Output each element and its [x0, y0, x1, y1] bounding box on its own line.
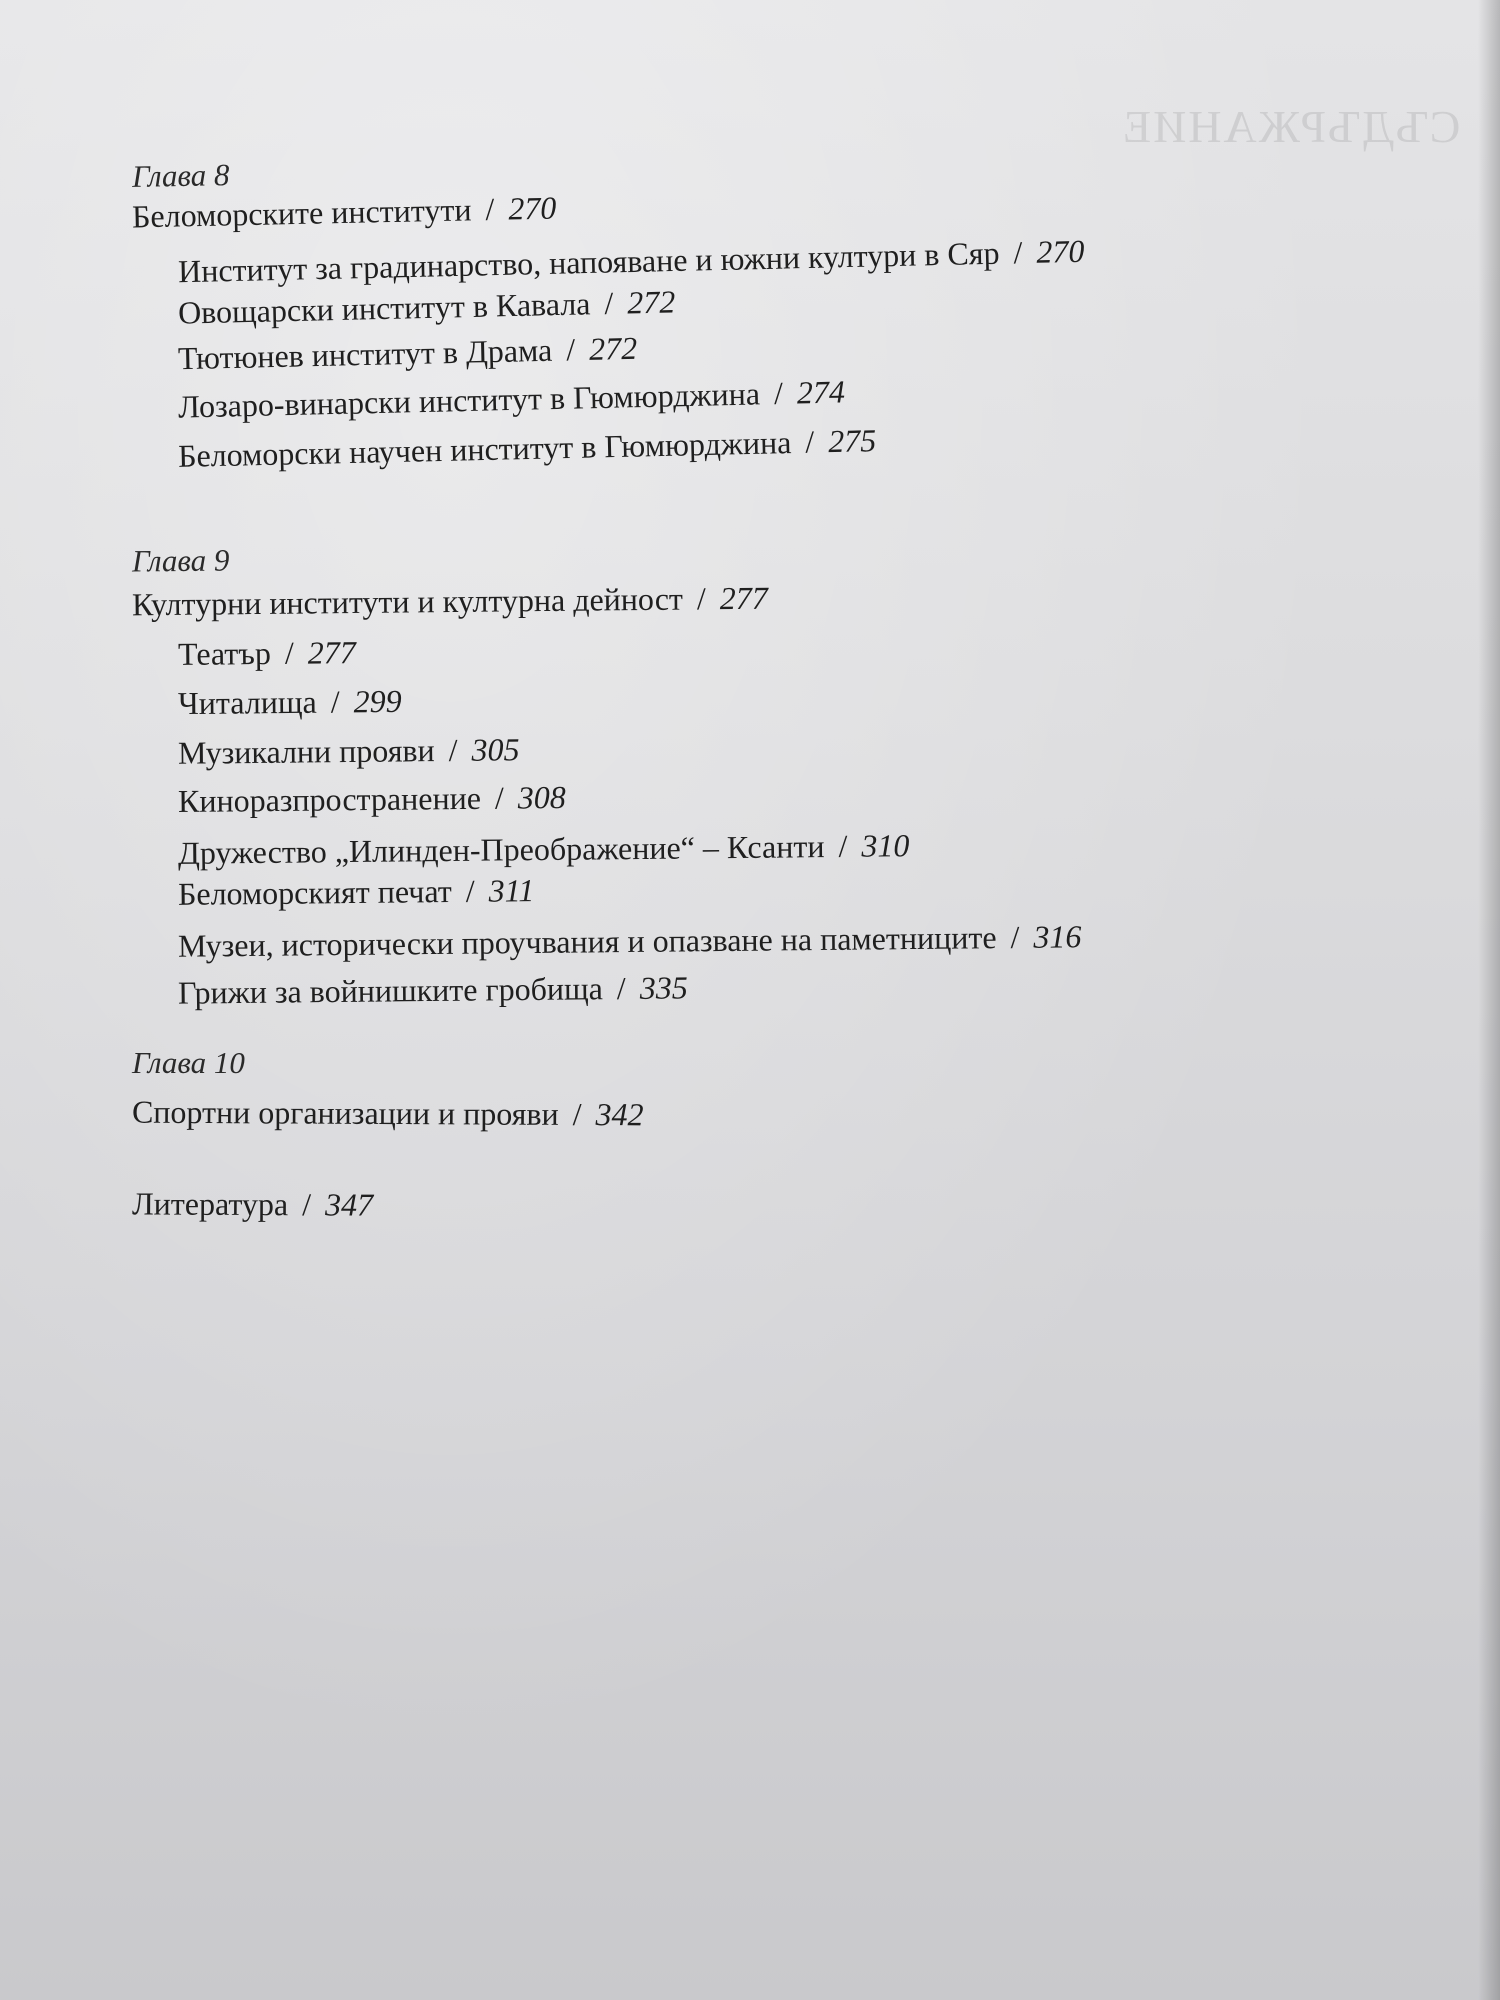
- page-edge-shadow: [1478, 0, 1500, 2000]
- toc-entry: [178, 829, 910, 869]
- toc-entry: [177, 778, 566, 820]
- toc-separator: /: [330, 683, 340, 720]
- toc-page-number: 275: [827, 422, 877, 460]
- toc-separator: /: [603, 284, 614, 321]
- toc-entry: [177, 682, 402, 722]
- toc-separator: /: [465, 872, 475, 909]
- toc-page-number: 299: [353, 682, 402, 720]
- toc-page-number: 272: [588, 329, 638, 367]
- toc-separator: /: [572, 1095, 582, 1133]
- toc-entry: [177, 969, 688, 1011]
- toc-page-number: 270: [1035, 232, 1085, 270]
- toc-entry-title: Тютюнев институт в Драма: [177, 331, 553, 377]
- toc-separator: /: [284, 634, 294, 671]
- toc-page-number: 342: [595, 1096, 644, 1133]
- toc-entry: [131, 1093, 644, 1133]
- toc-separator: /: [1013, 234, 1023, 271]
- toc-page-number: 270: [507, 189, 557, 227]
- bleed-through-title: СЪДЪРЖАНИЕ: [1120, 101, 1460, 152]
- toc-separator: /: [838, 827, 848, 864]
- toc-page-number: 277: [307, 634, 356, 671]
- toc-entry-title: Музеи, исторически проучвания и опазване на паметниците: [177, 919, 997, 964]
- toc-separator: /: [494, 779, 504, 816]
- toc-entry-title: Музикални прояви: [177, 732, 435, 771]
- toc-entry: [177, 232, 1085, 290]
- toc-entry: [177, 283, 676, 331]
- toc-entry-title: Институт за градинарство, напояване и южни култури в Сяр: [177, 234, 1000, 290]
- chapter-8-label: Глава 8: [131, 157, 230, 194]
- toc-separator: /: [565, 331, 576, 368]
- toc-separator: /: [302, 1186, 312, 1223]
- toc-entry-title: Беломорските институти: [131, 191, 472, 235]
- toc-page-number: 305: [471, 731, 520, 768]
- toc-page-number: 347: [324, 1186, 374, 1223]
- toc-entry-title: Беломорски научен институт в Гюмюрджина: [177, 424, 792, 474]
- toc-entry: [177, 329, 638, 377]
- toc-entry: [178, 424, 877, 472]
- toc-entry-literature: [131, 1185, 374, 1223]
- toc-entry-title: Киноразпространение: [177, 779, 482, 820]
- toc-page-number: 272: [626, 283, 676, 321]
- toc-entry-title: Беломорският печат: [177, 872, 452, 912]
- toc-entry-title: Дружество „Илинден-Преображение“ – Ксанти: [177, 828, 825, 871]
- toc-entry-title: Културни институти и културна дейност: [131, 580, 684, 623]
- toc-entry: [131, 579, 768, 623]
- toc-separator: /: [696, 580, 707, 617]
- toc-separator: /: [804, 423, 815, 460]
- toc-separator: /: [773, 374, 784, 412]
- chapter-9-label: Глава 9: [131, 542, 230, 579]
- toc-entry: [178, 636, 356, 670]
- toc-page-number: 335: [639, 969, 688, 1006]
- toc-page-number: 274: [796, 373, 846, 411]
- toc-page-number: 310: [861, 827, 910, 864]
- toc-entry-title: Театър: [177, 634, 272, 672]
- toc-separator: /: [448, 731, 458, 768]
- toc-page-number: 316: [1033, 918, 1082, 955]
- toc-separator: /: [1010, 918, 1020, 956]
- toc-separator: /: [485, 190, 495, 228]
- toc-entry: [178, 874, 535, 910]
- toc-entry: [178, 733, 520, 769]
- toc-entry-title: Грижи за войнишките гробища: [177, 970, 604, 1011]
- toc-entry-title: Овощарски институт в Кавала: [177, 285, 591, 331]
- toc-page-number: 308: [517, 778, 566, 816]
- toc-entry: [177, 373, 846, 425]
- toc-entry-title: Литература: [131, 1185, 289, 1223]
- toc-separator: /: [616, 969, 626, 1007]
- toc-entry-title: Лозаро-винарски институт в Гюмюрджина: [177, 375, 761, 425]
- toc-entry-title: Спортни организации и прояви: [131, 1093, 559, 1132]
- toc-entry: [177, 918, 1082, 964]
- toc-entry: [131, 189, 557, 235]
- toc-page-number: 277: [719, 579, 768, 617]
- toc-page-number: 311: [488, 872, 535, 909]
- chapter-10-label: Глава 10: [132, 1045, 245, 1080]
- toc-entry-title: Читалища: [177, 683, 317, 722]
